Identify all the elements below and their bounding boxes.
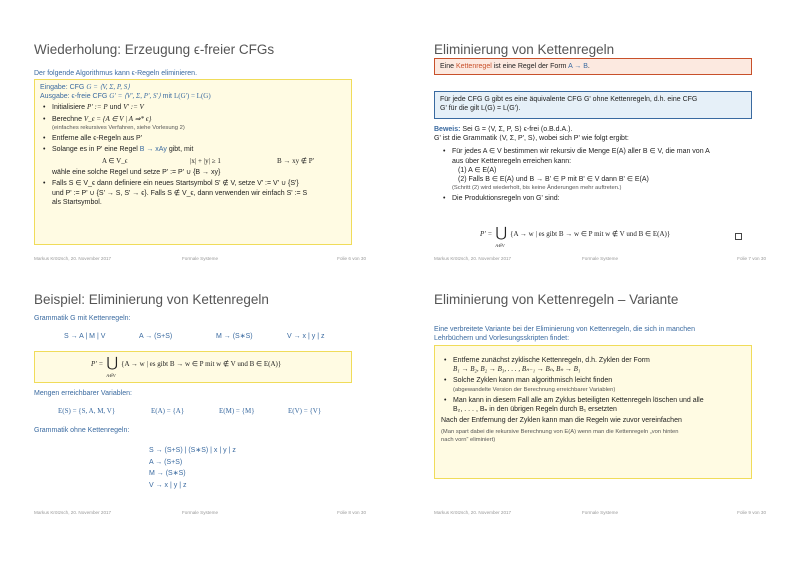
intro-line2: Lehrbüchern und Vorlesungsskripten findet: xyxy=(434,335,570,343)
output-mit: mit xyxy=(162,93,173,101)
slide-6 xyxy=(0,0,400,283)
qed-icon xyxy=(735,233,742,240)
reach-m: E(M) = {M} xyxy=(219,407,255,415)
slide-9 xyxy=(400,283,800,566)
input-math: G = ⟨V, Σ, P, S⟩ xyxy=(86,83,130,91)
output-line xyxy=(40,92,350,101)
b1-line2: aus über Kettenregeln erreichen kann: xyxy=(452,157,572,165)
list-item xyxy=(40,145,350,177)
result-rule-a: A → (S+S) xyxy=(149,458,183,466)
condition-1: A ∈ V_ϵ xyxy=(102,157,128,166)
rule-a: A → (S+S) xyxy=(139,333,173,340)
b1-text: Initialisiere xyxy=(52,104,86,112)
proof-line1: Sei G = ⟨V, Σ, P, S⟩ ϵ-frei (o.B.d.A.). xyxy=(462,126,573,133)
def-text-b: ist eine Regel der Form xyxy=(493,63,567,70)
footer-course: Formale Systeme xyxy=(582,510,618,515)
rule-m: M → (S∗S) xyxy=(216,333,253,340)
def-rule: A → B xyxy=(568,63,588,70)
output-text: ϵ-freie CFG xyxy=(71,93,108,101)
intro-line1: Eine verbreitete Variante bei der Eliminierung von Kettenregeln, die sich in manchen xyxy=(434,326,695,333)
b2-text: Die Produktionsregeln von G' sind: xyxy=(452,195,560,203)
def-dot: . xyxy=(587,63,590,70)
formula-body: {A → w | es gibt B → w ∈ P mit w ∉ V und B ∈ E(A)} xyxy=(510,229,671,238)
proof xyxy=(434,125,774,205)
note-line2: nach vorn“ eliminiert) xyxy=(441,437,496,444)
intro-text: Der folgende Algorithmus kann ϵ-Regeln eliminieren. xyxy=(34,70,198,77)
b4-text: Solange es in P' eine Regel xyxy=(52,146,138,154)
input-label: Eingabe: xyxy=(40,84,68,91)
note xyxy=(441,428,747,444)
def-text-a: Eine xyxy=(440,63,455,70)
list-item xyxy=(441,356,747,374)
footer-page: Folie 7 von 30 xyxy=(737,256,766,261)
slide-title: Wiederholung: Erzeugung ϵ-freier CFGs xyxy=(34,42,275,57)
result-rule-v: V → x | y | z xyxy=(149,481,187,489)
after-text: Nach der Entfernung der Zyklen kann man die Regeln wie zuvor vereinfachen xyxy=(441,417,682,425)
output-math: G' = ⟨V', Σ, P', S'⟩ xyxy=(109,92,161,101)
union-icon: ⋃ A∈V xyxy=(494,228,508,240)
formula xyxy=(480,226,671,248)
list-item xyxy=(441,396,747,414)
b4-gibt: gibt, mit xyxy=(168,146,194,154)
b4-rule: B → xAy xyxy=(139,146,167,154)
algorithm-box xyxy=(34,79,352,245)
result-rules xyxy=(149,445,236,491)
b1-line2: B₁ → B₂, B₂ → B₃, . . . , Bₙ₋₁ → Bₙ, Bₙ → B₁ xyxy=(453,365,581,374)
b1-math1: P' := P xyxy=(87,103,108,112)
footer-page: Folie 9 von 30 xyxy=(737,510,766,515)
b2-text: Berechne xyxy=(52,115,82,123)
conditions-row xyxy=(52,154,350,168)
footer-page: Folie 6 von 30 xyxy=(337,256,366,261)
variant-box xyxy=(434,345,752,479)
intro xyxy=(434,325,774,343)
slide-8 xyxy=(0,283,400,566)
note-line1: (Man spart dabei die rekursive Berechnung von E(A) wenn man die Kettenregeln „von hinten xyxy=(441,429,679,436)
list-item xyxy=(440,194,774,203)
theorem-box xyxy=(434,91,752,119)
footer-page: Folie 8 von 30 xyxy=(337,510,366,515)
input-text: CFG xyxy=(69,84,85,91)
slide-title: Eliminierung von Kettenregeln – Variante xyxy=(434,292,679,307)
formula-box xyxy=(34,351,352,383)
b3-line1: • Man kann in diesem Fall alle am Zyklus beteiligten Kettenregeln löschen und alle xyxy=(453,396,704,404)
union-sub: A∈V xyxy=(495,243,505,248)
result-rule-m: M → (S∗S) xyxy=(149,470,186,477)
b1-line1: • Für jedes A ∈ V bestimmen wir rekursiv die Menge E(A) aller B ∈ V, die man von A xyxy=(452,148,710,156)
reach-s: E(S) = {S, A, M, V} xyxy=(58,407,116,415)
union-icon: ⋃ A∈V xyxy=(105,358,119,370)
b2-note: (einfaches rekursives Verfahren, siehe Vorlesung 2) xyxy=(52,124,185,131)
b1-math2: V' := V xyxy=(123,103,144,112)
list-item xyxy=(40,115,350,132)
step-2: (2) Falls B ∈ E(A) und B → B' ∈ P mit B' ∈ V dann B' ∈ E(A) xyxy=(458,176,649,184)
b3-line2: B₂, . . . , Bₙ in den übrigen Regeln durch B₁ ersetzten xyxy=(453,405,617,413)
formula-body: {A → w | es gibt B → w ∈ P mit w ∉ V und B ∈ E(A)} xyxy=(121,359,282,368)
slide-title: Beispiel: Eliminierung von Kettenregeln xyxy=(34,292,269,307)
b5-line1: • Falls S ∈ V_ϵ dann definiere ein neues Startsymbol S' ∉ V, setze V' := V' ∪ {S'} xyxy=(52,180,299,188)
formula-lhs: P' = xyxy=(91,359,104,368)
b2-note: (abgewandelte Version der Berechnung erreichbarer Variablen) xyxy=(453,386,616,393)
list-item xyxy=(441,376,747,393)
union-sub: A∈V xyxy=(106,373,116,378)
grammar-label: Grammatik G mit Kettenregeln: xyxy=(34,315,131,322)
list-item xyxy=(40,179,350,207)
rule-s: S → A | M | V xyxy=(64,333,106,340)
reach-label: Mengen erreichbarer Variablen: xyxy=(34,390,132,397)
b4-choose: wähle eine solche Regel und setze P' := P' ∪ {B → xy} xyxy=(52,169,221,177)
formula xyxy=(91,356,282,378)
output-lang: L(G') = L(G) xyxy=(173,92,211,101)
footer-course: Formale Systeme xyxy=(182,256,218,261)
definition-box xyxy=(434,58,752,75)
footer-author: Markus Krötzsch, 20. November 2017 xyxy=(34,256,112,261)
reach-v: E(V) = {V} xyxy=(288,407,322,415)
input-line xyxy=(40,83,350,92)
b5-line2: und P' := P' ∪ {S' → S, S' → ϵ}. Falls S ∉ V_ϵ, dann verwenden wir einfach S' := S xyxy=(52,189,308,197)
list-item xyxy=(440,147,774,192)
rule-v xyxy=(287,332,324,341)
footer-course: Formale Systeme xyxy=(582,256,618,261)
step-note: (Schritt (2) wird wiederholt, bis keine Änderungen mehr auftreten.) xyxy=(452,185,622,192)
footer-author: Markus Krötzsch, 20. November 2017 xyxy=(34,510,112,515)
condition-3: B → xy ∉ P' xyxy=(277,157,314,166)
list-item: • Entferne alle ϵ-Regeln aus P' xyxy=(40,134,350,143)
formula-lhs: P' = xyxy=(480,229,493,238)
rule-v-text: V → x | y | z xyxy=(287,333,325,340)
b2-text: • Solche Zyklen kann man algorithmisch leicht finden xyxy=(453,377,613,385)
proof-label: Beweis: xyxy=(434,126,461,133)
def-term: Kettenregel xyxy=(455,63,492,70)
b1-line1: • Entferne zunächst zyklische Kettenregeln, d.h. Zyklen der Form xyxy=(453,357,650,364)
footer-course: Formale Systeme xyxy=(182,510,218,515)
theorem-line2: G' für die gilt L(G) = L(G'). xyxy=(440,105,521,113)
footer-author: Markus Krötzsch, 20. November 2017 xyxy=(434,256,512,261)
footer-author: Markus Krötzsch, 20. November 2017 xyxy=(434,510,512,515)
slide-7 xyxy=(400,0,800,283)
b2-math: V_ϵ = {A ∈ V | A ⇒* ϵ} xyxy=(83,114,152,123)
b5-line3: als Startsymbol. xyxy=(52,198,102,206)
result-label: Grammatik ohne Kettenregeln: xyxy=(34,427,130,434)
theorem-line1: Für jede CFG G gibt es eine äquivalente CFG G' ohne Kettenregeln, d.h. eine CFG xyxy=(440,96,698,103)
reach-a: E(A) = {A} xyxy=(151,407,185,415)
slide-title: Eliminierung von Kettenregeln xyxy=(434,42,615,57)
condition-2: |x| + |y| ≥ 1 xyxy=(190,157,221,166)
list-item xyxy=(40,103,350,112)
output-label: Ausgabe: xyxy=(40,93,70,101)
b1-und: und xyxy=(109,104,122,112)
result-rule-s: S → (S+S) | (S∗S) | x | y | z xyxy=(149,447,236,454)
proof-line2: G' ist die Grammatik ⟨V, Σ, P', S⟩, wobei sich P' wie folgt ergibt: xyxy=(434,135,629,143)
step-1: (1) A ∈ E(A) xyxy=(458,166,497,174)
